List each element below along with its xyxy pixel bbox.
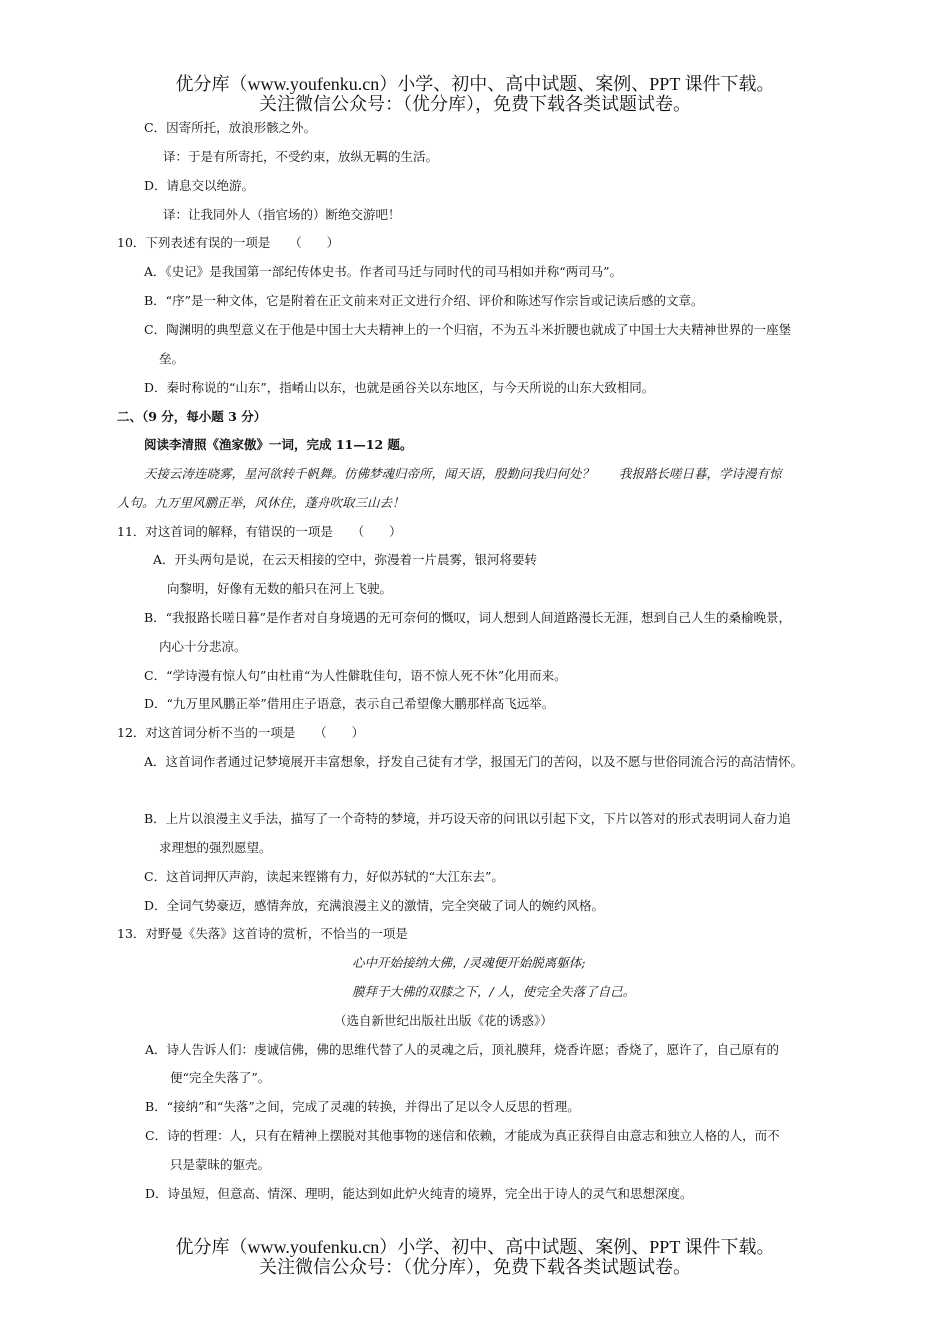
q13-poem-line-1: 心中开始接纳大佛，/灵魂便开始脱离躯体; <box>352 955 586 970</box>
q13-stem: 13．对野曼《失落》这首诗的赏析，不恰当的一项是 <box>117 926 408 941</box>
q12-option-b-cont: 求理想的强烈愿望。 <box>159 840 272 855</box>
q12-option-c: C．这首词押仄声韵，读起来铿锵有力，好似苏轼的“大江东去”。 <box>144 869 504 884</box>
q13-option-c: C．诗的哲理：人，只有在精神上摆脱对其他事物的迷信和依赖，才能成为真正获得自由意志和独立人格的人，而不 <box>145 1128 780 1143</box>
section-2-title: 二、（9 分，每小题 3 分） <box>117 409 267 424</box>
poem-line-2: 人句。九万里风鹏正举，风休住，蓬舟吹取三山去！ <box>117 495 405 510</box>
q11-stem: 11．对这首词的解释，有错误的一项是 （ ） <box>117 524 402 539</box>
q10-option-c-cont: 垒。 <box>159 351 185 366</box>
q9-option-d: D．请息交以绝游。 <box>144 178 255 193</box>
q13-option-a: A．诗人告诉人们：虔诚信佛，佛的思维代替了人的灵魂之后，顶礼膜拜，烧香许愿；香烧了，愿许了，自己原有的 <box>145 1042 780 1057</box>
q13-option-a-cont: 便“完全失落了”。 <box>170 1070 271 1085</box>
q10-option-b: B．“序”是一种文体，它是附着在正文前来对正文进行介绍、评价和陈述写作宗旨或记读后感的文章。 <box>144 293 704 308</box>
q12-option-b: B．上片以浪漫主义手法，描写了一个奇特的梦境，并巧设天帝的问讯以引起下文，下片以答对的形式表明词人奋力追 <box>144 811 791 826</box>
q10-option-a: A．《史记》是我国第一部纪传体史书。作者司马迁与同时代的司马相如并称“两司马”。 <box>144 264 623 279</box>
q9-translation-c: 译：于是有所寄托，不受约束，放纵无羁的生活。 <box>163 149 439 164</box>
q10-option-d: D．秦时称说的“山东”，指崤山以东，也就是函谷关以东地区，与今天所说的山东大致相同。 <box>144 380 655 395</box>
q10-option-c: C．陶渊明的典型意义在于他是中国士大夫精神上的一个归宿，不为五斗米折腰也就成了中国士大夫精神世界的一座堡 <box>144 322 792 337</box>
q9-option-c: C．因寄所托，放浪形骸之外。 <box>144 120 317 135</box>
q13-poem-source: （选自新世纪出版社出版《花的诱惑》） <box>334 1013 553 1028</box>
q11-option-b-cont: 内心十分悲凉。 <box>159 639 247 654</box>
q10-stem: 10．下列表述有误的一项是 （ ） <box>117 235 340 250</box>
section-2-instruction: 阅读李清照《渔家傲》一词，完成 11—12 题。 <box>144 437 413 452</box>
q11-option-c: C．“学诗漫有惊人句”由杜甫“为人性僻耽佳句，语不惊人死不休”化用而来。 <box>144 668 567 683</box>
q12-option-a: A．这首词作者通过记梦境展开丰富想象，抒发自己徒有才学，报国无门的苦闷，以及不愿与世俗同流合污的高洁情怀。 <box>144 754 804 769</box>
footer-line-1: 优分库（www.youfenku.cn）小学、初中、高中试题、案例、PPT 课件下载。 <box>175 1237 775 1257</box>
q11-option-b: B．“我报路长嗟日暮”是作者对自身境遇的无可奈何的慨叹，词人想到人间道路漫长无涯，想到自己人生的桑榆晚景， <box>144 610 791 625</box>
q13-option-c-cont: 只是蒙昧的躯壳。 <box>170 1157 271 1172</box>
q13-option-b: B．“接纳”和“失落”之间，完成了灵魂的转换，并得出了足以令人反思的哲理。 <box>145 1099 580 1114</box>
q11-option-a-cont: 向黎明，好像有无数的船只在河上飞驶。 <box>167 581 393 596</box>
footer-line-2: 关注微信公众号：（优分库），免费下载各类试题试卷。 <box>259 1257 691 1277</box>
q12-stem: 12．对这首词分析不当的一项是 （ ） <box>117 725 365 740</box>
q11-option-a: A．开头两句是说，在云天相接的空中，弥漫着一片晨雾，银河将要转 <box>153 552 538 567</box>
q9-translation-d: 译：让我同外人（指官场的）断绝交游吧！ <box>163 207 401 222</box>
q13-option-d: D．诗虽短，但意高、情深、理明，能达到如此炉火纯青的境界，完全出于诗人的灵气和思想深度。 <box>145 1186 693 1201</box>
q12-option-d: D．全词气势豪迈，感情奔放，充满浪漫主义的激情，完全突破了词人的婉约风格。 <box>144 898 605 913</box>
poem-line-1: 天接云涛连晓雾，星河欲转千帆舞。仿佛梦魂归帝所，闻天语，殷勤问我归何处？ 我报路长嗟日暮，学诗漫有惊 <box>144 466 782 481</box>
header-line-1: 优分库（www.youfenku.cn）小学、初中、高中试题、案例、PPT 课件下载。 <box>175 74 775 94</box>
header-line-2: 关注微信公众号：（优分库），免费下载各类试题试卷。 <box>259 94 691 114</box>
q11-option-d: D．“九万里风鹏正举”借用庄子语意，表示自己希望像大鹏那样高飞远举。 <box>144 696 555 711</box>
q13-poem-line-2: 膜拜于大佛的双膝之下，/ 人，使完全失落了自己。 <box>352 984 636 999</box>
